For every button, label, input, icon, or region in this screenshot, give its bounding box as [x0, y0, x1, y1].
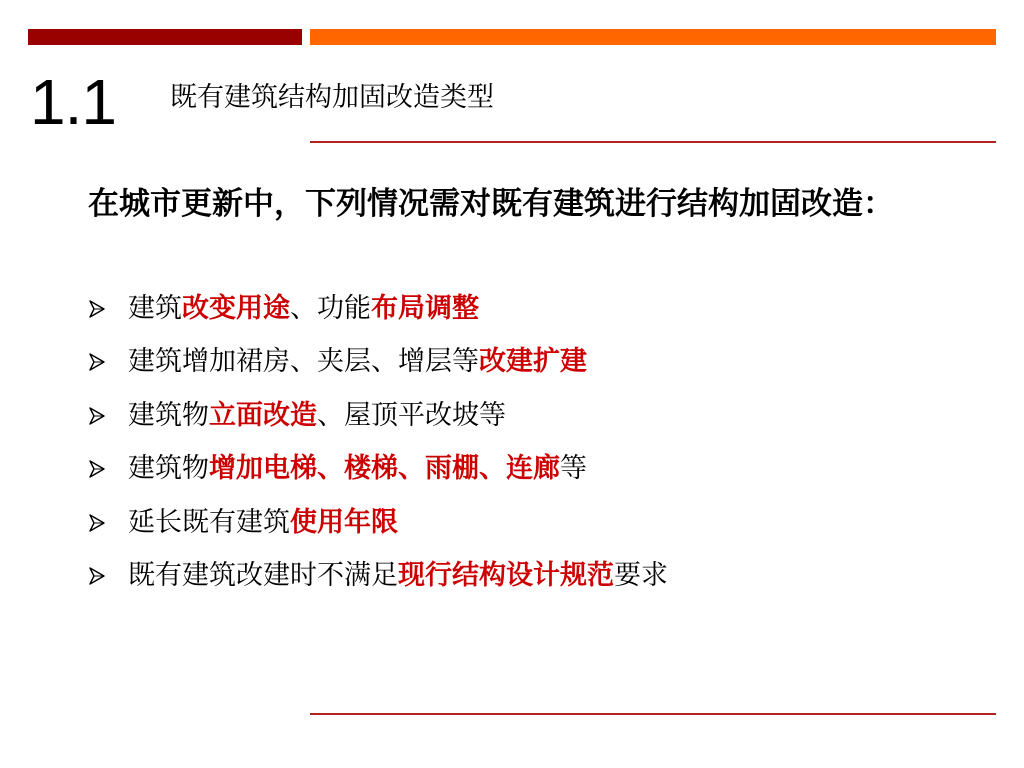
arrow-bullet-icon	[88, 513, 128, 533]
list-item-text	[128, 344, 587, 380]
highlighted-text: 改建扩建	[479, 346, 587, 378]
plain-text: 要求	[614, 560, 668, 592]
arrow-bullet-icon	[88, 459, 128, 479]
list-item	[88, 496, 668, 550]
plain-text: 等	[560, 453, 587, 485]
highlighted-text: 现行结构设计规范	[398, 560, 614, 592]
list-item-text	[128, 291, 479, 327]
arrow-bullet-icon	[88, 299, 128, 319]
list-item-text	[128, 451, 587, 487]
highlighted-text: 布局调整	[371, 292, 479, 324]
plain-text: 建筑	[128, 292, 182, 324]
list-item	[88, 550, 668, 604]
list-item-text	[128, 558, 668, 594]
highlighted-text: 改变用途	[182, 292, 290, 324]
highlighted-text: 使用年限	[290, 506, 398, 538]
footer-divider-line	[310, 713, 996, 715]
intro-text: 在城市更新中，下列情况需对既有建筑进行结构加固改造：	[88, 186, 894, 222]
plain-text: 、功能	[290, 292, 371, 324]
plain-text: 、屋顶平改坡等	[317, 399, 506, 431]
arrow-bullet-icon	[88, 406, 128, 426]
header-bar-dark	[28, 29, 302, 45]
plain-text: 建筑增加裙房、夹层、增层等	[128, 346, 479, 378]
highlighted-text: 立面改造	[209, 399, 317, 431]
plain-text: 建筑物	[128, 399, 209, 431]
list-item	[88, 443, 668, 497]
plain-text: 延长既有建筑	[128, 506, 290, 538]
section-title: 既有建筑结构加固改造类型	[170, 82, 494, 113]
list-item-text	[128, 398, 506, 434]
plain-text: 建筑物	[128, 453, 209, 485]
section-number: 1.1	[30, 66, 116, 138]
highlighted-text: 增加电梯、楼梯、雨棚、连廊	[209, 453, 560, 485]
bullet-list	[88, 282, 668, 603]
header-bar-orange	[310, 29, 996, 45]
arrow-bullet-icon	[88, 566, 128, 586]
list-item	[88, 389, 668, 443]
list-item	[88, 336, 668, 390]
title-divider-line	[310, 141, 996, 143]
arrow-bullet-icon	[88, 352, 128, 372]
list-item	[88, 282, 668, 336]
list-item-text	[128, 505, 398, 541]
plain-text: 既有建筑改建时不满足	[128, 560, 398, 592]
